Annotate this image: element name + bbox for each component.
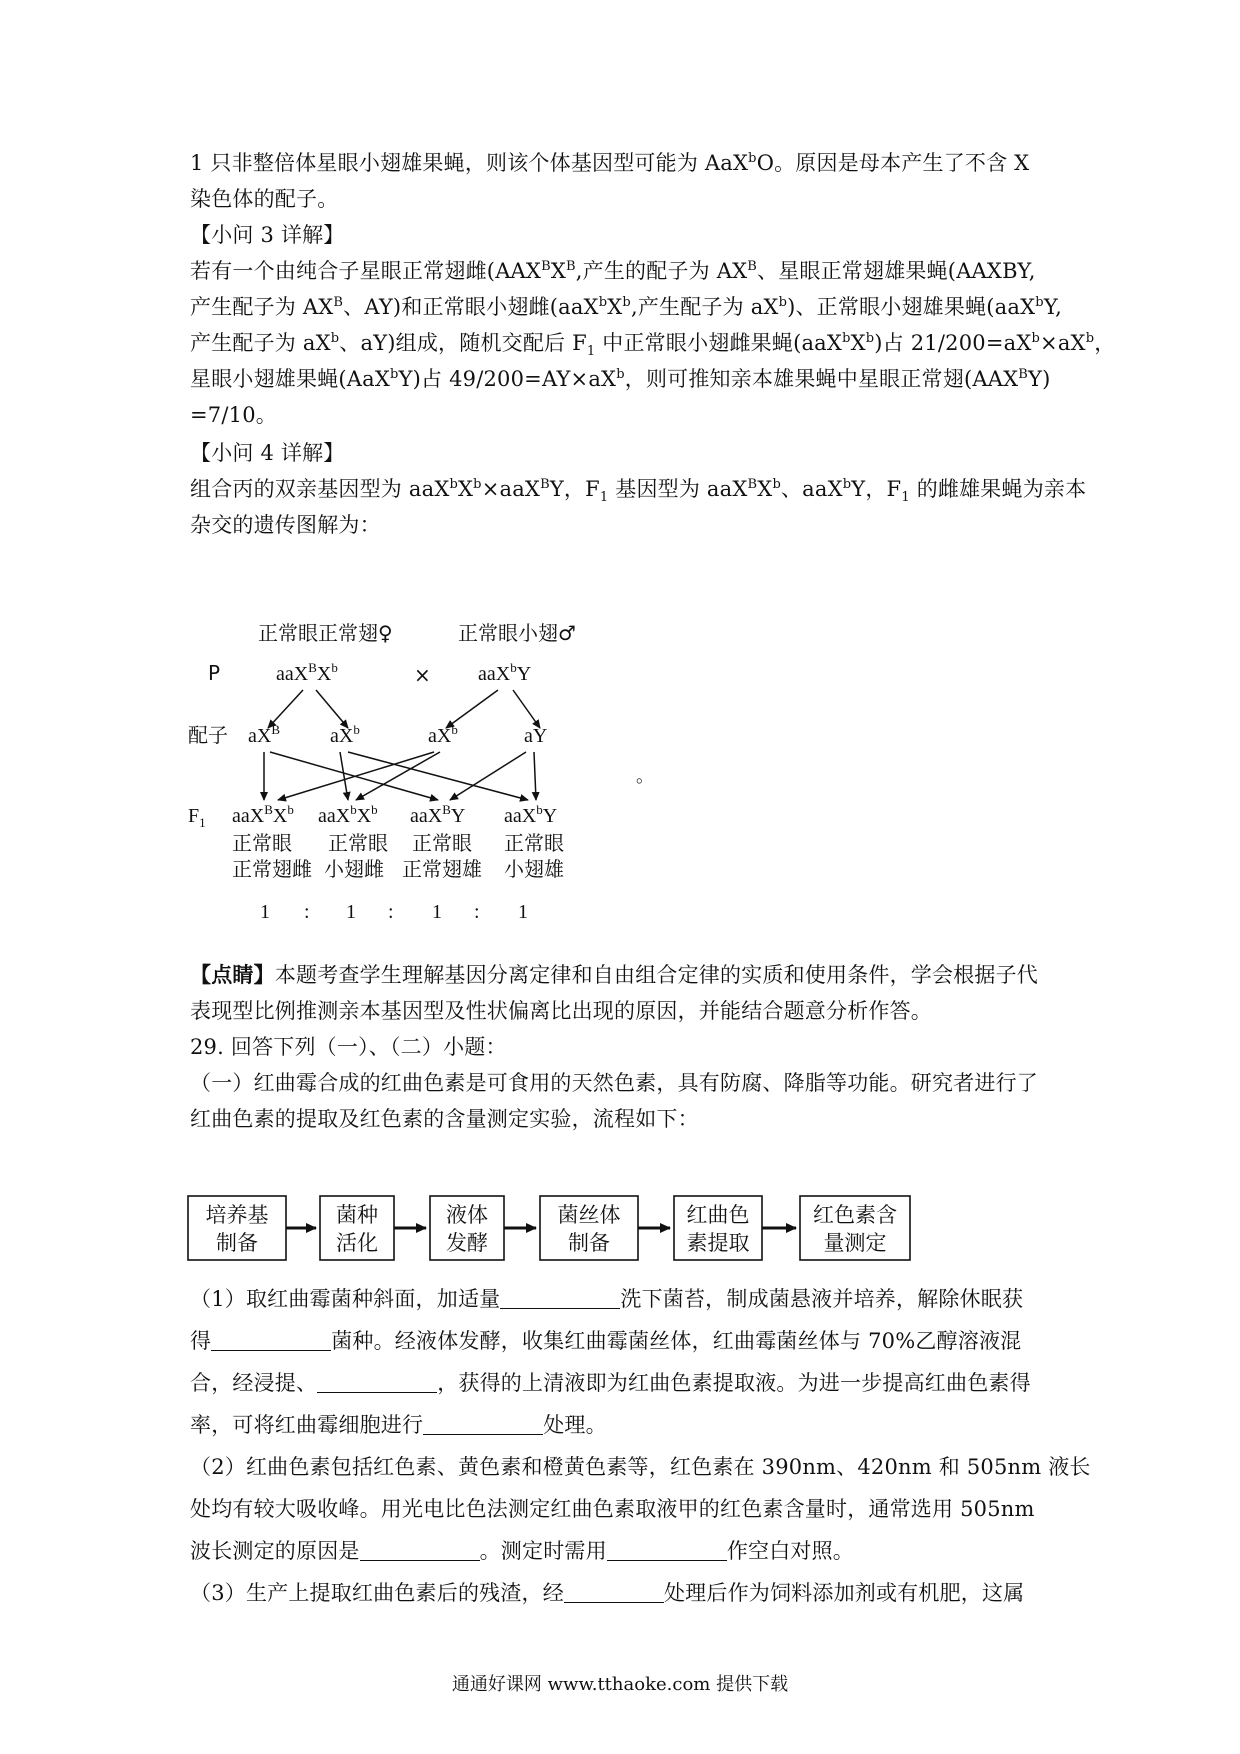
offspring-2-phenotype: 正常眼 [328,831,388,855]
text-line: 产生配子为 $aX^b$、aY)组成，随机交配后 $F_1$ 中正常眼小翅雌果蝇$(aaX^bX^b)$占 $21/200=aX^b\times aX^b$， [190,331,1116,360]
male-genotype: aaX$^b$Y [478,660,532,685]
gamete-4: aY [524,725,548,747]
text-line: 产生配子为 $AX^B$、AY)和正常眼小翅雌($aaX^bX^b$,产生配子为 $aX^b$)、正常眼小翅雄果蝇(aaX$^b$Y, [190,295,1063,319]
genetic-cross-diagram [188,618,648,928]
text-line: （2）红曲色素包括红色素、黄色素和橙黄色素等，红色素在 390nm、420nm 和 505nm 液长 [190,1455,1091,1479]
offspring-4-phenotype: 正常眼 [504,831,564,855]
flow-step-text: 红曲色 [686,1203,750,1227]
offspring-1-phenotype: 正常翅雌 [232,857,312,881]
answer-blank[interactable] [423,1414,543,1435]
question-title: 29. 回答下列（一）、（二）小题： [190,1035,507,1059]
section-heading: 【小问 3 详解】 [190,223,345,247]
text-line: 处均有较大吸收峰。用光电比色法测定红曲色素取液甲的红色素含量时，通常选用 505nm [190,1497,1035,1521]
answer-blank[interactable] [564,1582,664,1603]
flow-step-text: 制备 [216,1231,258,1255]
text-line: 红曲色素的提取及红色素的含量测定实验，流程如下： [190,1107,699,1131]
ratio-value: 1 [518,901,528,923]
text-line: 星眼小翅雄果蝇(AaX$^b$Y)占 $49/200=AY\times aX^b$，则可推知亲本雄果蝇中星眼正常翅$(AAX^BY)$ [190,367,1051,391]
text-line: 波长测定的原因是 。测定时需用 作空白对照。 [190,1539,855,1563]
flow-step-text: 培养基 [205,1203,269,1227]
flow-step-text: 发酵 [446,1231,488,1255]
arrow [513,690,540,728]
arrow [534,752,536,800]
text-line: （一）红曲霉合成的红曲色素是可食用的天然色素，具有防腐、降脂等功能。研究者进行了 [190,1071,1038,1095]
offspring-2-phenotype: 小翅雌 [324,857,384,881]
flow-step-text: 液体 [446,1203,488,1227]
text-line: 组合丙的双亲基因型为 $aaX^bX^b\times aaX^BY$，$F_1$ 基因型为 $aaX^BX^b$、aaX$^b$Y，$F_1$ 的雌雄果蝇为亲本 [190,477,1087,506]
offspring-4-phenotype: 小翅雄 [504,857,564,881]
offspring-1-phenotype: 正常眼 [232,831,292,855]
offspring-3-phenotype: 正常眼 [412,831,472,855]
cross-symbol: × [414,663,431,687]
text-line: 表现型比例推测亲本基因型及性状偏离比出现的原因，并能结合题意分析作答。 [190,999,932,1023]
ratio-value: 1 [260,901,270,923]
female-parent-label: 正常眼正常翅♀ [258,621,393,645]
flow-step-text: 活化 [336,1231,378,1255]
arrow [356,752,440,800]
offspring-3-genotype: aaX$^B$Y [410,802,466,827]
ratio-colon: : [304,901,310,923]
flow-step-text: 红色素含 [813,1203,897,1227]
arrow [316,690,348,728]
section-heading: 【小问 4 详解】 [190,441,345,465]
answer-blank[interactable] [607,1540,727,1561]
offspring-4-genotype: aaX$^b$Y [504,802,558,827]
arrow [450,752,526,800]
offspring-1-genotype: $aaX^BX^b$ [232,802,294,827]
gamete-label: 配子 [188,723,228,747]
flow-step-text: 素提取 [686,1231,750,1255]
text-line: 得 菌种。经液体发酵，收集红曲霉菌丝体，红曲霉菌丝体与 70%乙醇溶液混 [190,1329,1022,1353]
flow-step-text: 菌丝体 [557,1203,621,1227]
text-line: 1 只非整倍体星眼小翅雄果蝇，则该个体基因型可能为 AaX$^b$O。原因是母本产生了不含 X [190,151,1030,175]
gamete-1: $aX^B$ [248,722,280,747]
text-line: 若有一个由纯合子星眼正常翅雌($AAX^BX^B$,产生的配子为 $AX^B$、星眼正常翅雄果蝇(AAXBY, [190,259,1036,283]
gamete-2: $aX^b$ [330,722,360,747]
ratio-colon: : [474,901,480,923]
f1-label: $F_1$ [188,805,206,830]
page-footer: 通通好课网 www.tthaoke.com 提供下载 [451,1674,789,1695]
answer-blank[interactable] [360,1540,480,1561]
text-line: （3）生产上提取红曲色素后的残渣，经 处理后作为饲料添加剂或有机肥，这属 [190,1581,1025,1605]
arrow [340,752,348,800]
ratio-value: 1 [346,901,356,923]
text-line: 杂交的遗传图解为： [190,513,381,537]
period-mark: 。 [636,766,654,787]
offspring-2-genotype: $aaX^bX^b$ [318,802,378,827]
p-label: P [208,661,221,685]
arrow [348,752,528,800]
process-flowchart [186,1190,946,1270]
answer-blank[interactable] [500,1288,620,1309]
answer-blank[interactable] [317,1372,437,1393]
ratio-colon: : [388,901,394,923]
text-line: =7/10。 [190,403,277,427]
female-genotype: $aaX^BX^b$ [276,660,338,685]
offspring-3-phenotype: 正常翅雄 [402,857,482,881]
ratio-value: 1 [432,901,442,923]
text-line: 染色体的配子。 [190,187,339,211]
flow-step-text: 量测定 [823,1231,887,1255]
text-line: （1）取红曲霉菌种斜面，加适量 洗下菌苔，制成菌悬液并培养，解除休眠获 [190,1287,1024,1311]
gamete-3: $aX^b$ [428,722,458,747]
flow-step-text: 制备 [568,1231,610,1255]
text-line: 率，可将红曲霉细胞进行 处理。 [190,1413,607,1437]
text-line: 合，经浸提、 ，获得的上清液即为红曲色素提取液。为进一步提高红曲色素得 [190,1371,1031,1395]
male-parent-label: 正常眼小翅♂ [458,621,576,645]
flow-step-text: 菌种 [336,1203,378,1227]
answer-blank[interactable] [211,1330,331,1351]
text-line: 【点睛】本题考查学生理解基因分离定律和自由组合定律的实质和使用条件，学会根据子代 [190,962,1039,987]
